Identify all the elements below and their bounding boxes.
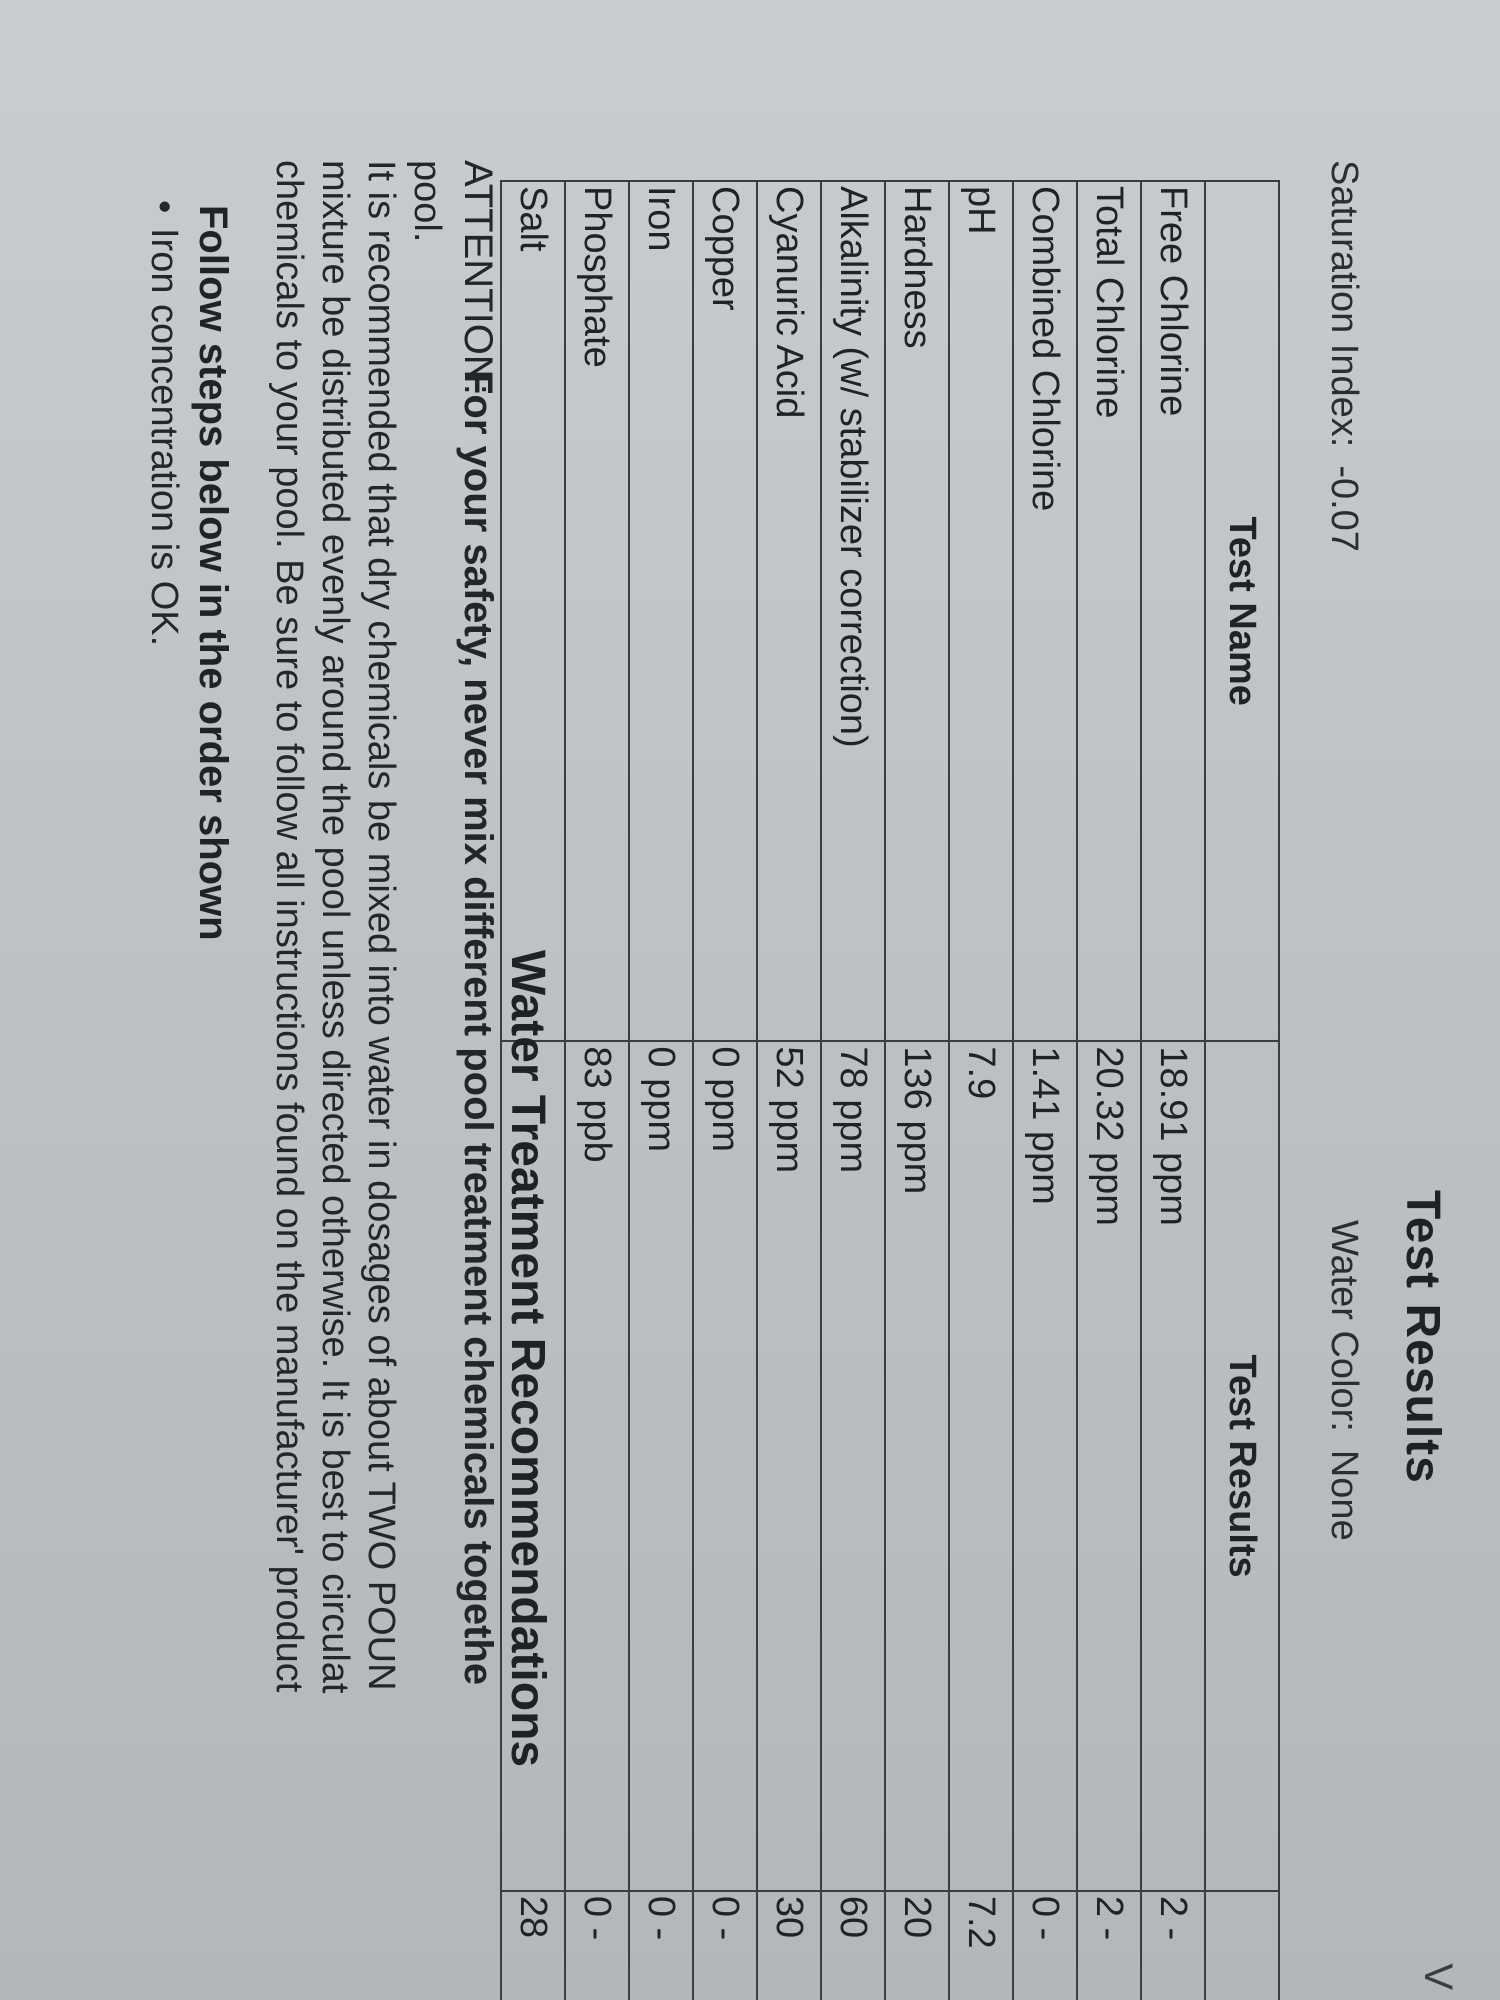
test-result-cell: 20.32 ppm <box>1077 1041 1141 1890</box>
paragraph-line: pool. <box>406 160 448 243</box>
range-cell: 0 - <box>565 1891 629 2000</box>
table-row <box>949 181 1013 2000</box>
test-results-table <box>500 180 1280 2000</box>
attention-label: ATTENTION: <box>456 160 500 395</box>
cut-off-corner-text: V <box>1416 1963 1460 1990</box>
saturation-index-value: -0.07 <box>1323 465 1365 552</box>
table-row <box>1077 181 1141 2000</box>
sheet-content <box>20 10 1460 1990</box>
test-name-cell: pH <box>949 181 1013 1041</box>
test-name-cell: Total Chlorine <box>1077 181 1141 1041</box>
test-result-cell: 1.41 ppm <box>1013 1041 1077 1890</box>
test-result-cell: 83 ppb <box>565 1041 629 1890</box>
bullet-icon: • <box>143 200 185 214</box>
test-result-cell: 136 ppm <box>885 1041 949 1890</box>
paragraph-line: mixture be distributed evenly around the pool unless directed otherwise. It is best to circulat <box>314 160 356 1694</box>
range-cell: 0 - <box>693 1891 757 2000</box>
test-name-cell: Salt <box>501 181 565 1041</box>
table-row <box>565 181 629 2000</box>
range-cell: 0 - <box>629 1891 693 2000</box>
paragraph-line: chemicals to your pool. Be sure to follow all instructions found on the manufacturer' product <box>268 160 310 1693</box>
test-result-cell: 18.91 ppm <box>1141 1041 1205 1890</box>
table-row <box>629 181 693 2000</box>
range-cell: 2 - <box>1141 1891 1205 2000</box>
step-text: Iron concentration is OK. <box>143 228 185 647</box>
range-cell: 60 <box>821 1891 885 2000</box>
test-name-cell: Combined Chlorine <box>1013 181 1077 1041</box>
table-row <box>1141 181 1205 2000</box>
test-name-cell: Phosphate <box>565 181 629 1041</box>
recommendations-title: Water Treatment Recommendations <box>501 950 554 1768</box>
water-color-value: None <box>1323 1449 1365 1541</box>
table-row <box>1013 181 1077 2000</box>
test-result-cell: 7.9 <box>949 1041 1013 1890</box>
table-row <box>757 181 821 2000</box>
table-row <box>885 181 949 2000</box>
water-color <box>1322 1220 1365 1541</box>
range-cell: 30 <box>757 1891 821 2000</box>
steps-heading: Follow steps below in the order shown <box>191 205 235 941</box>
dosage-paragraph <box>266 160 450 2000</box>
range-cell: 0 - <box>1013 1891 1077 2000</box>
test-name-cell: Hardness <box>885 181 949 1041</box>
test-result-cell: 0 ppm <box>693 1041 757 1890</box>
attention-message: For your safety, never mix different pool treatment chemicals togethe <box>456 370 500 1686</box>
range-cell: 7.2 <box>949 1891 1013 2000</box>
range-cell: 20 <box>885 1891 949 2000</box>
paragraph-line: It is recommended that dry chemicals be mixed into water in dosages of about TWO POUN <box>360 160 402 1691</box>
table-row <box>821 181 885 2000</box>
range-cell: 28 <box>501 1891 565 2000</box>
test-name-cell: Iron <box>629 181 693 1041</box>
saturation-index <box>1322 160 1365 552</box>
table-header-row <box>1205 181 1279 2000</box>
test-name-cell: Copper <box>693 181 757 1041</box>
header-range <box>1205 1891 1279 2000</box>
saturation-index-label: Saturation Index: <box>1323 160 1365 448</box>
header-test-results: Test Results <box>1205 1041 1279 1890</box>
water-color-label: Water Color: <box>1323 1220 1365 1432</box>
test-name-cell: Cyanuric Acid <box>757 181 821 1041</box>
test-result-cell: 78 ppm <box>821 1041 885 1890</box>
test-name-cell: Free Chlorine <box>1141 181 1205 1041</box>
document-title: Test Results <box>1396 1190 1449 1484</box>
range-cell: 2 - <box>1077 1891 1141 2000</box>
test-result-cell: 0 ppm <box>629 1041 693 1890</box>
test-name-cell: Alkalinity (w/ stabilizer correction) <box>821 181 885 1041</box>
table-row <box>693 181 757 2000</box>
test-result-cell: 52 ppm <box>757 1041 821 1890</box>
step-list-item <box>142 200 185 646</box>
header-test-name: Test Name <box>1205 181 1279 1041</box>
attention-notice <box>455 160 500 2000</box>
